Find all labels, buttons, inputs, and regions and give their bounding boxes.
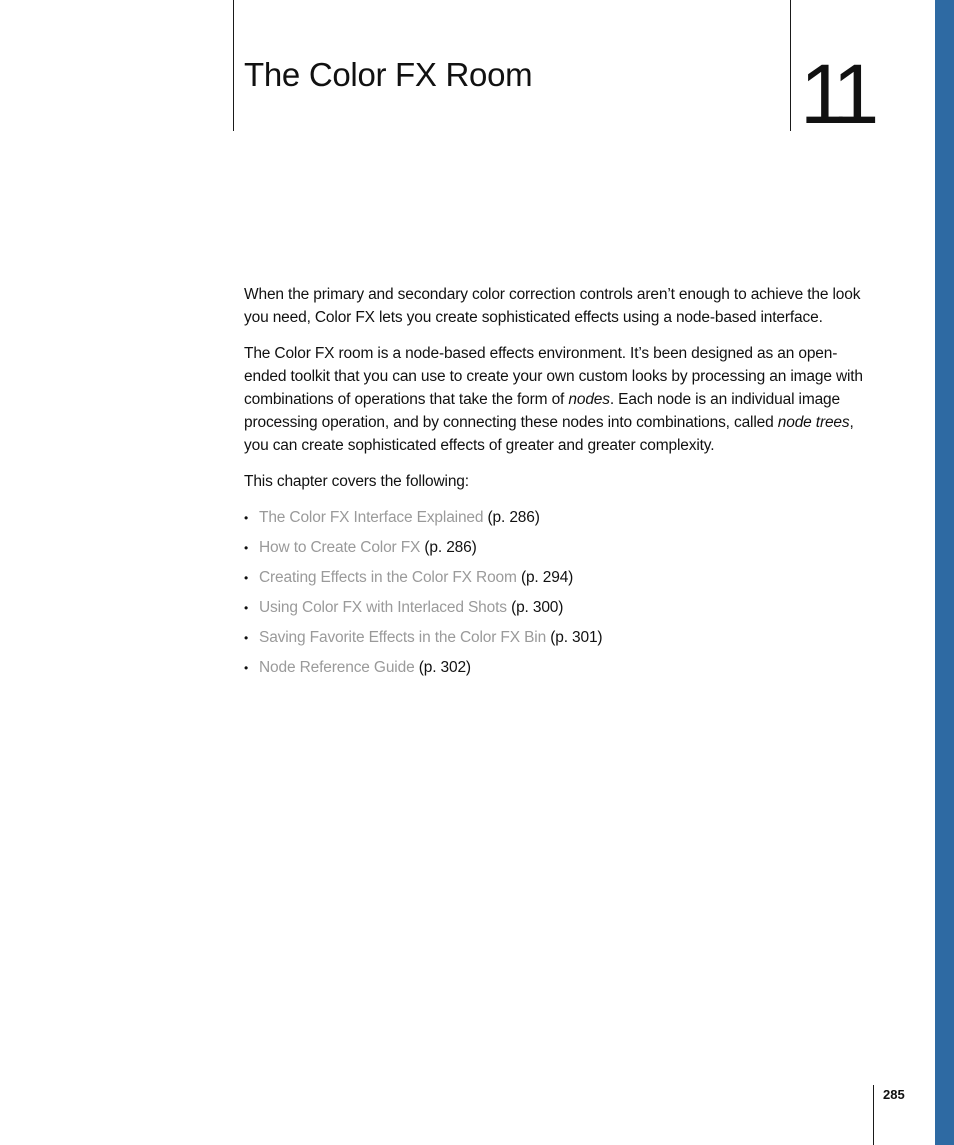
bullet: •: [244, 601, 249, 615]
toc-link-interface-explained[interactable]: The Color FX Interface Explained: [259, 509, 484, 526]
toc-page-ref: (p. 300): [511, 599, 564, 616]
bullet: •: [244, 661, 249, 675]
toc-page-ref: (p. 302): [418, 659, 471, 676]
chapter-body: [244, 283, 879, 683]
paragraph-text: The Color FX room is a node-based effects environment. It’s been designed as an open-ended toolkit that you can use to create your own custom looks by processing an image with combinations of operations that take the form of: [244, 345, 863, 408]
toc-item: [244, 563, 879, 593]
title-rule-right: [790, 0, 791, 131]
description-paragraph: [244, 342, 879, 457]
paragraph-text: , you can create sophisticated effects of greater and greater complexity.: [244, 414, 854, 454]
footer-rule: [873, 1085, 874, 1145]
chapter-contents-list: [244, 503, 879, 683]
toc-page-ref: (p. 301): [550, 629, 603, 646]
bullet: •: [244, 571, 249, 585]
toc-link-interlaced-shots[interactable]: Using Color FX with Interlaced Shots: [259, 599, 507, 616]
toc-item: [244, 533, 879, 563]
toc-link-color-fx-bin[interactable]: Saving Favorite Effects in the Color FX Bin: [259, 629, 547, 646]
toc-item: [244, 593, 879, 623]
chapter-title: The Color FX Room: [244, 56, 533, 93]
bullet: •: [244, 631, 249, 645]
toc-item: [244, 503, 879, 533]
covers-intro: This chapter covers the following:: [244, 473, 469, 490]
toc-item: [244, 623, 879, 653]
page-number: 285: [883, 1087, 905, 1102]
toc-link-node-reference[interactable]: Node Reference Guide: [259, 659, 415, 676]
toc-page-ref: (p. 286): [424, 539, 477, 556]
chapter-number: 11: [800, 47, 872, 141]
toc-item: [244, 653, 879, 683]
intro-paragraph: When the primary and secondary color correction controls aren’t enough to achieve the look you need, Color FX lets you create sophisticated effects using a node-based interface.: [244, 286, 861, 326]
emphasis-node-trees: node trees: [777, 414, 850, 431]
toc-link-how-to-create[interactable]: How to Create Color FX: [259, 539, 421, 556]
paragraph-text: . Each node is an individual image processing operation, and by connecting these nodes into combinations, called: [244, 391, 840, 431]
emphasis-nodes: nodes: [568, 391, 610, 408]
toc-page-ref: (p. 286): [487, 509, 540, 526]
bullet: •: [244, 511, 249, 525]
toc-page-ref: (p. 294): [520, 569, 574, 586]
toc-link-creating-effects[interactable]: Creating Effects in the Color FX Room: [259, 569, 517, 586]
bullet: •: [244, 541, 249, 555]
title-rule-left: [233, 0, 234, 131]
chapter-side-bar: [935, 0, 954, 1145]
